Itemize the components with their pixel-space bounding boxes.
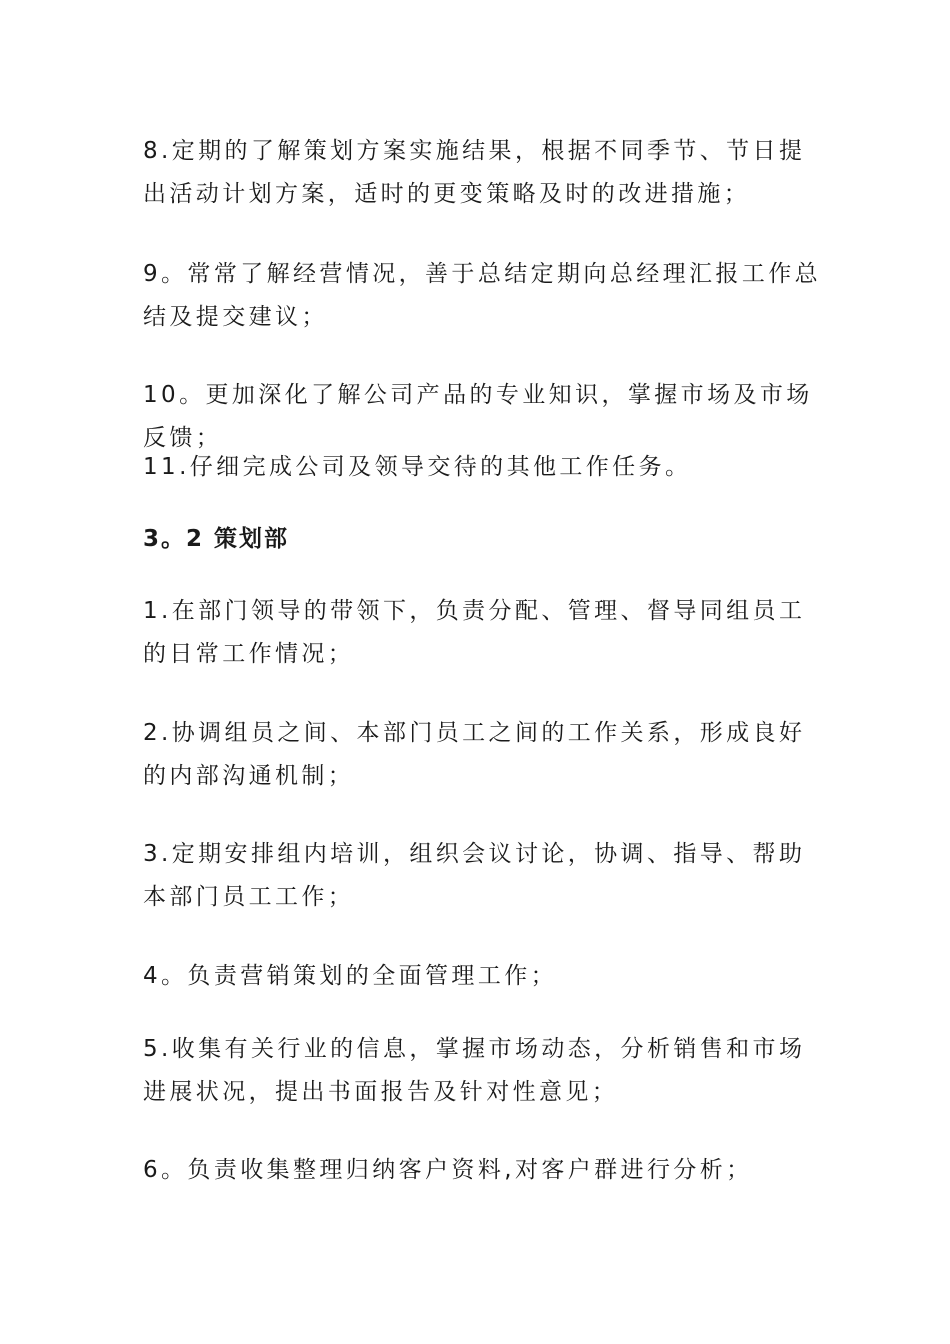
section-item-3: 3.定期安排组内培训，组织会议讨论，协调、指导、帮助本部门员工工作； bbox=[143, 841, 806, 910]
paragraph-item-9: 9。常常了解经营情况，善于总结定期向总经理汇报工作总结及提交建议； bbox=[143, 261, 822, 330]
section-item-6: 6。负责收集整理归纳客户资料,对客户群进行分析； bbox=[143, 1157, 753, 1183]
section-item-2: 2.协调组员之间、本部门员工之间的工作关系，形成良好的内部沟通机制； bbox=[143, 720, 806, 789]
paragraph-item-8: 8.定期的了解策划方案实施结果，根据不同季节、节日提出活动计划方案，适时的更变策略及时的改进措施； bbox=[143, 138, 806, 207]
paragraph-item-10: 10。更加深化了解公司产品的专业知识，掌握市场及市场反馈； bbox=[143, 382, 813, 451]
paragraph-item-11: 11.仔细完成公司及领导交待的其他工作任务。 bbox=[143, 454, 692, 480]
section-item-5: 5.收集有关行业的信息，掌握市场动态，分析销售和市场进展状况，提出书面报告及针对性意见； bbox=[143, 1036, 806, 1105]
section-heading: 3。2 策划部 bbox=[143, 526, 290, 552]
section-item-4: 4。负责营销策划的全面管理工作； bbox=[143, 963, 558, 989]
section-item-1: 1.在部门领导的带领下，负责分配、管理、督导同组员工的日常工作情况； bbox=[143, 598, 806, 667]
